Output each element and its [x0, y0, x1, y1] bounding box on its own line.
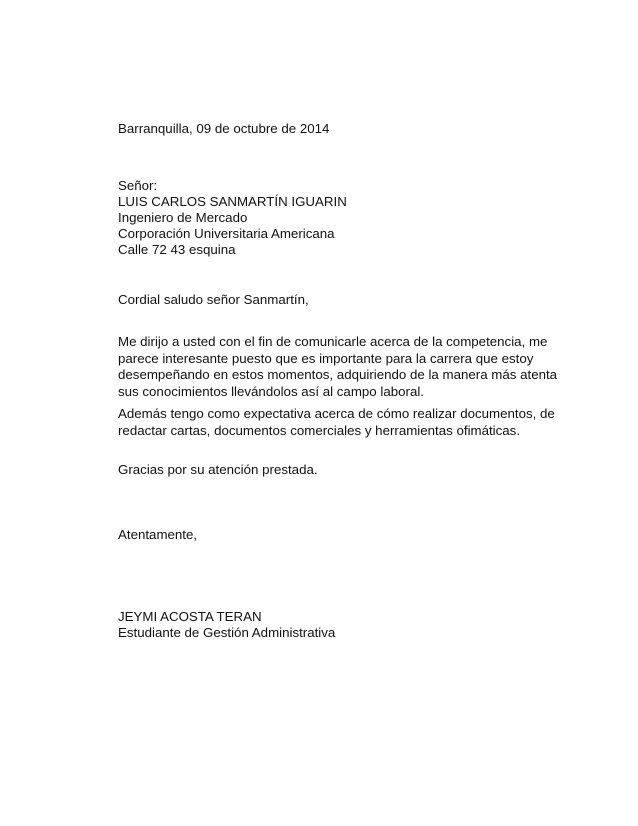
paragraph-1-line: desempeñando en estos momentos, adquiriendo de la manera más atenta — [118, 367, 558, 383]
letter-date — [118, 121, 518, 137]
recipient-position: Ingeniero de Mercado — [118, 210, 248, 225]
signer-title: Estudiante de Gestión Administrativa — [118, 625, 336, 640]
paragraph-1-line: Me dirijo a usted con el fin de comunicarle acerca de la competencia, me — [118, 334, 548, 349]
paragraph-1-line: sus conocimientos llevándolos así al campo laboral. — [118, 383, 424, 399]
paragraph-2-line: Además tengo como expectativa acerca de cómo realizar documentos, de — [118, 406, 555, 421]
paragraph-1-line: parece interesante puesto que es importante para la carrera que estoy — [118, 350, 534, 366]
greeting-text: Cordial saludo señor Sanmartín, — [118, 292, 309, 307]
letter-greeting — [118, 292, 518, 308]
paragraph-2-line: redactar cartas, documentos comerciales y herramientas ofimáticas. — [118, 422, 521, 438]
recipient-organization: Corporación Universitaria Americana — [118, 226, 335, 241]
recipient-salutation-title: Señor: — [118, 178, 158, 193]
body-paragraph-2 — [118, 406, 555, 439]
signature-block — [118, 609, 518, 641]
thanks-text: Gracias por su atención prestada. — [118, 462, 318, 477]
recipient-block — [118, 178, 518, 258]
recipient-name: LUIS CARLOS SANMARTÍN IGUARIN — [118, 194, 347, 209]
signer-name: JEYMI ACOSTA TERAN — [118, 609, 262, 624]
closing-text: Atentamente, — [118, 527, 198, 542]
body-paragraph-1 — [118, 334, 558, 400]
thanks-paragraph — [118, 462, 518, 478]
recipient-address: Calle 72 43 esquina — [118, 242, 236, 257]
date-text: Barranquilla, 09 de octubre de 2014 — [118, 121, 330, 136]
letter-closing — [118, 527, 518, 543]
